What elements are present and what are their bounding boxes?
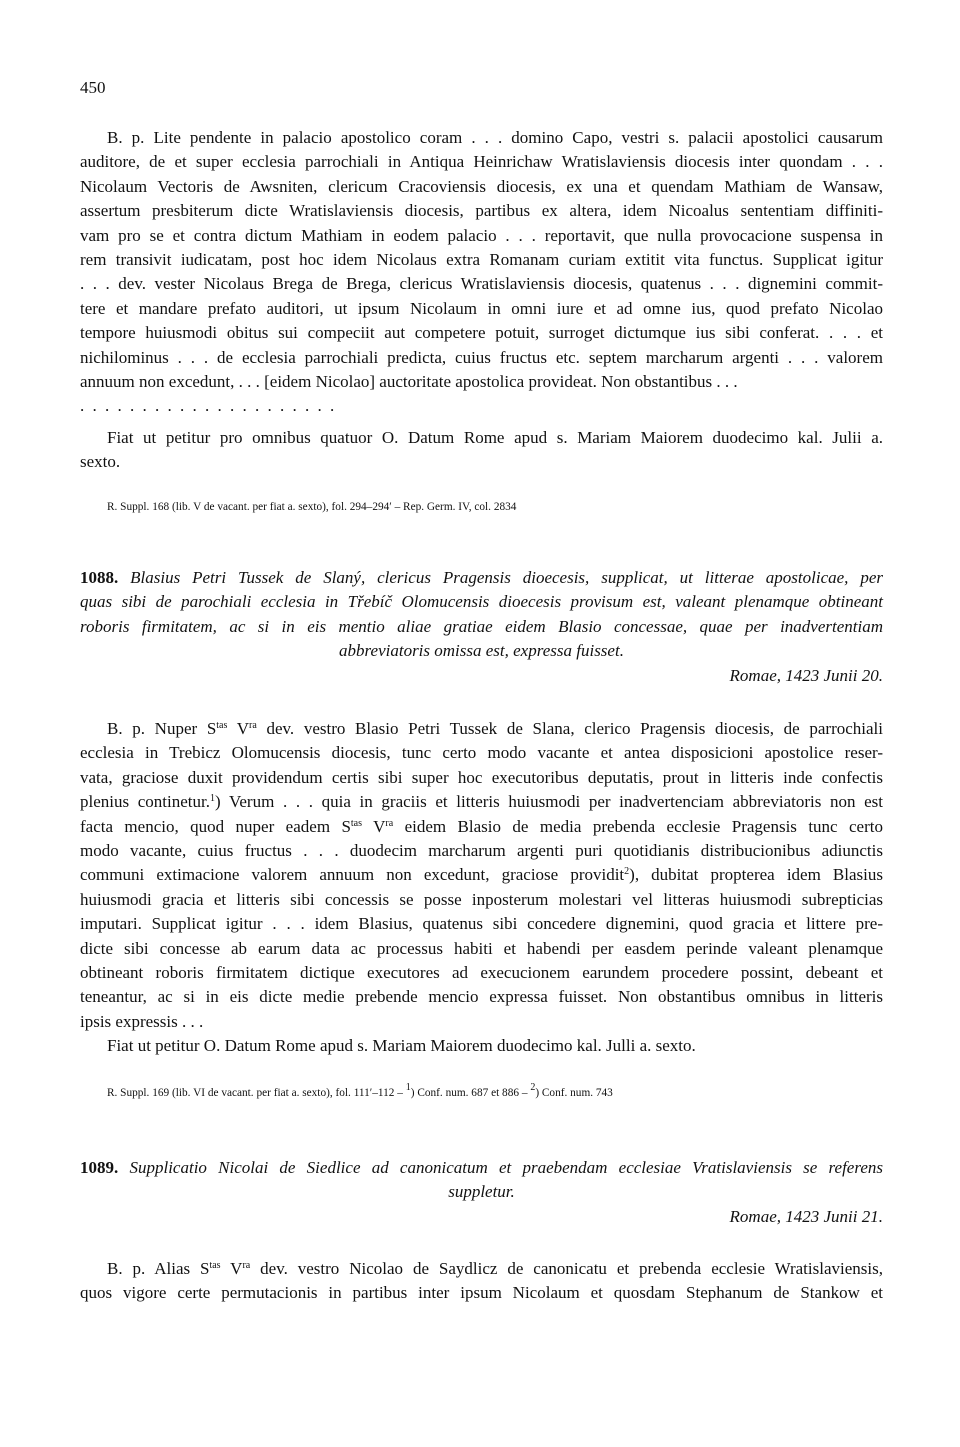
body-line: . . . dev. vester Nicolaus Brega de Brega, clericus Wratislaviensis diocesis, quatenus . . . dignemini commit- xyxy=(80,274,883,294)
body-line: vata, graciose duxit providendum certis sibi super hoc executoribus deputatis, prout in litteris inde confectis xyxy=(80,767,883,787)
superscript: tas xyxy=(350,817,363,829)
body-line: nichilominus . . . de ecclesia parrochiali predicta, cuius fructus etc. septem marcharum argenti . . . valorem xyxy=(80,347,883,367)
body-text: V xyxy=(227,719,250,738)
body-line: dicte sibi concesse ab earum data ac processus habiti et habendi per easdem perinde valeant plenamque xyxy=(80,938,883,958)
footnote-mark: 2 xyxy=(624,866,630,878)
body-line: annuum non excedunt, . . . [eidem Nicolao] auctoritate apostolica provideat. Non obstantibus . . . xyxy=(80,372,738,392)
note-text: ) Conf. num. 743 xyxy=(535,1087,613,1099)
body-line: auditore, de et super ecclesia parrochiali in Antiqua Heinrichaw Wratislaviensis diocesis inter quondam . . . xyxy=(80,152,883,172)
page-number: 450 xyxy=(80,78,106,97)
body-line xyxy=(80,815,883,839)
entry-heading-line xyxy=(80,566,883,590)
body-text: B. p. Alias S xyxy=(107,1259,210,1278)
body-text: B. p. Nuper S xyxy=(107,719,217,738)
body-text: dev. vestro Blasio Petri Tussek de Slana, clerico Pragensis diocesis, de parrochiali xyxy=(256,719,883,738)
entry-heading-line: abbreviatoris omissa est, expressa fuisset. xyxy=(339,641,624,661)
body-line xyxy=(80,863,883,887)
body-text: plenius continetur. xyxy=(80,792,210,812)
entry-heading-text: Blasius Petri Tussek de Slaný, clericus Pragensis dioecesis, supplicat, ut litterae apostolicae, per xyxy=(130,568,883,587)
entry-heading-line xyxy=(80,1156,883,1180)
body-line: imputari. Supplicat igitur . . . idem Blasius, quatenus sibi concedere dignemini, quod gracia et littere pre- xyxy=(80,914,883,934)
source-note-text: R. Suppl. 168 (lib. V de vacant. per fiat a. sexto), fol. 294–294′ – Rep. Germ. IV, col. 2834 xyxy=(107,501,517,513)
body-text: V xyxy=(220,1259,243,1278)
source-note-text xyxy=(80,1082,883,1101)
body-line: Nicolaum Vectoris de Awsniten, clericum Cracoviensis diocesis, ex una et quendam Mathiam de Wansaw, xyxy=(80,176,883,196)
document-page xyxy=(80,0,883,1447)
entry-heading-line: quas sibi de parochiali ecclesia in Třebíč Olomucensis dioecesis provisum est, valeant plenamque obtineant xyxy=(80,592,883,612)
body-line: quos vigore certe permutacionis in partibus inter ipsum Nicolaum et quosdam Stephanum de Stankow et xyxy=(80,1283,883,1303)
entry-date: Romae, 1423 Junii 20. xyxy=(729,665,883,685)
entry-number: 1089. xyxy=(80,1158,119,1177)
body-text: facta mencio, quod nuper eadem S xyxy=(80,816,351,836)
note-text: ) Conf. num. 687 et 886 – xyxy=(410,1087,531,1099)
entry-heading-line: roboris firmitatem, ac si in eis mentio aliae gratiae eidem Blasio concessae, quae per inadvertentiam xyxy=(80,616,883,636)
body-text: eidem Blasio de media prebenda ecclesie Pragensis tunc certo xyxy=(393,816,883,836)
body-line xyxy=(80,790,883,814)
body-line: teneantur, ac si in eis dicte medie prebende mencio expressa fuisset. Non obstantibus omnibus in litteris xyxy=(80,987,883,1007)
superscript: ra xyxy=(242,1260,251,1271)
entry-1088-heading xyxy=(80,566,883,688)
body-line: modo vacante, cuius fructus . . . duodecim marcharum argenti puri quotidianis distribucionibus adiunctis xyxy=(80,841,883,861)
fiat-line: Fiat ut petitur pro omnibus quatuor O. Datum Rome apud s. Mariam Maiorem duodecimo kal. Julii a. xyxy=(107,428,883,447)
note-text: R. Suppl. 169 (lib. VI de vacant. per fiat a. sexto), fol. 111′–112 – xyxy=(107,1087,406,1099)
omission-dots: . . . . . . . . . . . . . . . . . . . . . xyxy=(80,396,337,416)
entry-heading-line: suppletur. xyxy=(448,1182,515,1202)
body-line: assertum presbiterum dicte Wratislaviensis diocesis, partibus ex altera, idem Nicoalus sententiam diffiniti- xyxy=(80,201,883,221)
body-text: ) Verum . . . quia in graciis et litteris huiusmodi per inadvertenciam abbreviatoris non est xyxy=(215,792,884,812)
entry-date: Romae, 1423 Junii 21. xyxy=(729,1206,883,1226)
body-line: huiusmodi gracia et litteris sibi concessis se posse inposterum molestari vel litteras huiusmodi subrepticias xyxy=(80,889,883,909)
body-line xyxy=(80,717,883,741)
entry-1089-body xyxy=(80,1257,883,1306)
entry-1089-heading xyxy=(80,1156,883,1229)
entry-1088-body xyxy=(80,717,883,1059)
body-text: dev. vestro Nicolao de Saydlicz de canonicatu et prebenda ecclesie Wratislaviensis, xyxy=(250,1259,883,1278)
superscript: ra xyxy=(385,817,394,829)
body-line xyxy=(80,1257,883,1281)
entry-heading-text: Supplicatio Nicolai de Siedlice ad canonicatum et praebendam ecclesiae Vratislaviensis se referens xyxy=(129,1158,884,1177)
body-text: communi extimacione valorem annuum non excedunt, graciose providit xyxy=(80,865,625,885)
body-line: B. p. Lite pendente in palacio apostolico coram . . . domino Capo, vestri s. palacii apostolici causarum xyxy=(107,128,883,147)
superscript: ra xyxy=(249,720,257,731)
entry-continuation xyxy=(80,126,883,419)
entry-number: 1088. xyxy=(80,568,119,587)
body-text: ), dubitat propterea idem Blasius xyxy=(629,865,883,885)
body-line: tere et mandare prefato auditori, ut ipsum Nicolaum in omni iure et ad omne ius, quod prefato Nicolao xyxy=(80,298,883,318)
fiat-clause xyxy=(80,426,883,475)
footnote-mark: 1 xyxy=(405,1082,411,1093)
fiat-line: sexto. xyxy=(80,452,121,472)
superscript: tas xyxy=(216,720,228,731)
source-note xyxy=(80,500,883,515)
footnote-mark: 2 xyxy=(530,1082,536,1093)
fiat-line: Fiat ut petitur O. Datum Rome apud s. Mariam Maiorem duodecimo kal. Julli a. sexto. xyxy=(107,1036,696,1056)
body-line: obtineant roboris firmitatem dictique executores ad execucionem earundem procedere possint, debeant et xyxy=(80,963,883,983)
body-line: ipsis expressis . . . xyxy=(80,1011,204,1031)
body-line: rem transivit iudicatam, post hoc idem Nicolaus extra Romanam curiam extitit vita functus. Supplicat igitur xyxy=(80,250,883,270)
footnote-mark: 1 xyxy=(210,793,215,805)
source-note xyxy=(80,1082,883,1101)
body-line: vam pro se et contra dictum Mathiam in eodem palacio . . . reportavit, que nulla provocacione suspensa in xyxy=(80,225,883,245)
body-text: V xyxy=(362,816,386,836)
body-line: ecclesia in Trebicz Olomucensis diocesis, tunc certo modo vacante et antea disposicioni apostolice reser- xyxy=(80,743,883,763)
superscript: tas xyxy=(209,1260,221,1271)
body-line: tempore huiusmodi obitus sui compeciit aut competere potuit, surroget dictumque ius sibi conferat. . . . et xyxy=(80,323,883,343)
